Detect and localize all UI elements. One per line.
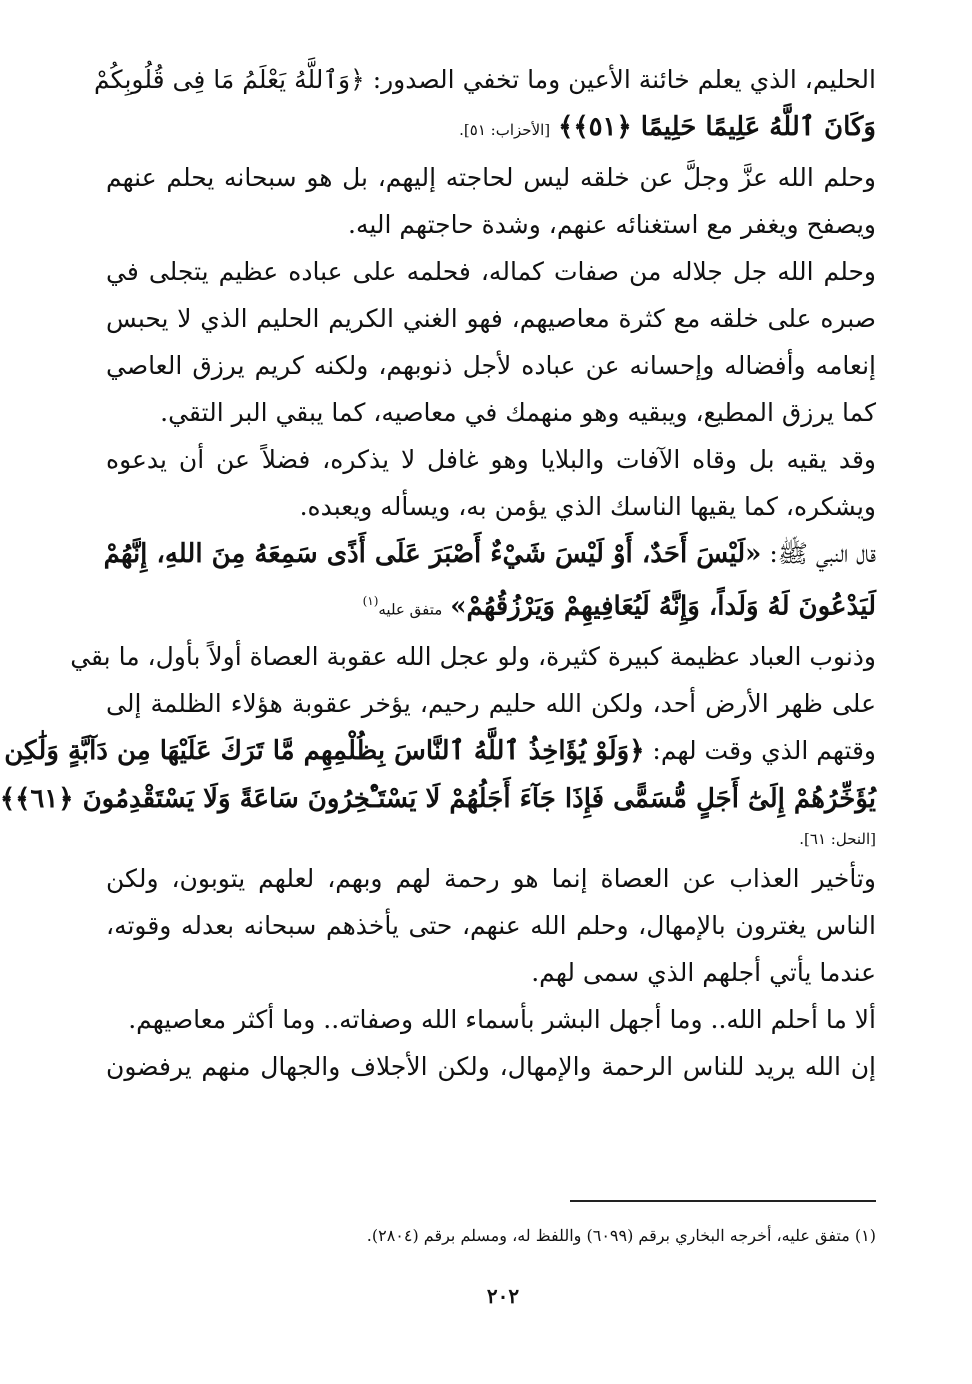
verse-intro: وقتهم الذي وقت لهم:: [644, 736, 876, 766]
hadith-text: لَيَدْعُونَ لَهُ وَلَداً، وَإِنَّهُ لَيُعَافِيهِمْ وَيَرْزُقُهُمْ»: [450, 591, 876, 622]
text-line: وحلم الله عزَّ وجلَّ عن خلقه ليس لحاجته إليهم، بل هو سبحانه يحلم عنهم: [106, 163, 876, 192]
footnote: (١) متفق عليه، أخرجه البخاري برقم (٦٠٩٩) واللفظ له، ومسلم برقم (٢٨٠٤).: [366, 1226, 876, 1245]
text-line: وذنوب العباد عظيمة كبيرة كثيرة، ولو عجل الله عقوبة العصاة أولاً بأول، ما بقي: [70, 642, 876, 672]
hadith-intro: قال النبي ﷺ:: [761, 539, 876, 568]
page-body: [0, 56, 876, 1090]
text-line: وقد يقيه بل وقاه الآفات والبلايا وهو غافل لا يذكره، فضلاً عن أن يدعوه: [106, 445, 876, 474]
quran-verse: يُؤَخِّرُهُمْ إِلَىٰٓ أَجَلٍ مُّسَمًّى فَإِذَا جَآءَ أَجَلُهُمْ لَا يَسْتَـْٔخِرُونَ سَاعَةً وَلَا يَسْتَقْدِمُونَ ﴿٦١﴾﴾: [0, 784, 876, 815]
hadith-reference: متفق عليه: [378, 600, 443, 619]
footnote-separator: [570, 1200, 876, 1202]
text-line: إنعامه وأفضاله وإحسانه عن عباده لأجل ذنوبهم، ولكنه كريم يرزق العاصي: [106, 351, 876, 380]
text-line: وحلم الله جل جلاله من صفات كماله، فحلمه على عباده عظيم يتجلى في: [106, 257, 876, 286]
page-number: ٢٠٢: [486, 1284, 520, 1308]
text-line: صبره على خلقه مع كثرة معاصيهم، فهو الغني الكريم الحليم الذي لا يحبس: [106, 304, 876, 333]
verse-reference: [النحل: ٦١].: [799, 830, 876, 849]
footnote-marker: (١): [362, 594, 379, 608]
quran-verse-line: [106, 103, 876, 154]
text-line: الحليم، الذي يعلم خائنة الأعين وما تخفي الصدور: ﴿وَٱللَّهُ يَعْلَمُ مَا فِى قُلُوبِكُمْ: [94, 65, 876, 94]
text-line: عندما يأتي أجلهم الذي سمى لهم.: [531, 958, 876, 988]
text-line: ألا ما أحلم الله.. وما أجهل البشر بأسماء الله وصفاته.. وما أكثر معاصيهم.: [128, 1005, 876, 1035]
hadith-text: «لَيْسَ أَحَدٌ، أَوْ لَيْسَ شَيْءٌ أَصْبَرَ عَلَى أَذًى سَمِعَهُ مِنَ اللهِ، إِنَّهُمْ: [103, 539, 762, 569]
text-line: إن الله يريد للناس الرحمة والإمهال، ولكن الأجلاف والجهال منهم يرفضون: [106, 1052, 876, 1082]
hadith-line: [103, 530, 876, 578]
text-line: ويشكره، كما يقيها الناسك الذي يؤمن به، ويسأله ويعبده.: [299, 492, 876, 521]
quran-verse-line: [4, 727, 876, 775]
hadith-line: [106, 578, 876, 633]
quran-verse: ﴿وَلَوْ يُؤَاخِذُ ٱللَّهُ ٱلنَّاسَ بِظُلْمِهِم مَّا تَرَكَ عَلَيْهَا مِن دَآبَّةٍ وَلَٰكِن: [4, 736, 645, 767]
text-line: وتأخير العذاب عن العصاة إنما هو رحمة لهم وبهم، لعلهم يتوبون، ولكن: [106, 864, 876, 894]
text-line: على ظهر الأرض أحد، ولكن الله حليم رحيم، يؤخر عقوبة هؤلاء الظلمة إلى: [106, 689, 876, 719]
quran-verse: وَكَانَ ٱللَّهُ عَلِيمًا حَلِيمًا ﴿٥١﴾﴾: [558, 112, 876, 142]
text-line: الناس يغترون بالإمهال، وحلم الله عنهم، حتى يأخذهم سبحانه بعدله وقوته،: [106, 911, 876, 941]
quran-verse-line: [0, 775, 876, 823]
text-line: ويصفح ويغفر مع استغنائه عنهم، وشدة حاجتهم اليه.: [348, 210, 876, 239]
verse-reference: [الأحزاب: ٥١].: [459, 121, 551, 139]
text-line: كما يرزق المطيع، ويبقيه وهو منهمك في معاصيه، كما يبقي البر التقي.: [160, 398, 876, 427]
